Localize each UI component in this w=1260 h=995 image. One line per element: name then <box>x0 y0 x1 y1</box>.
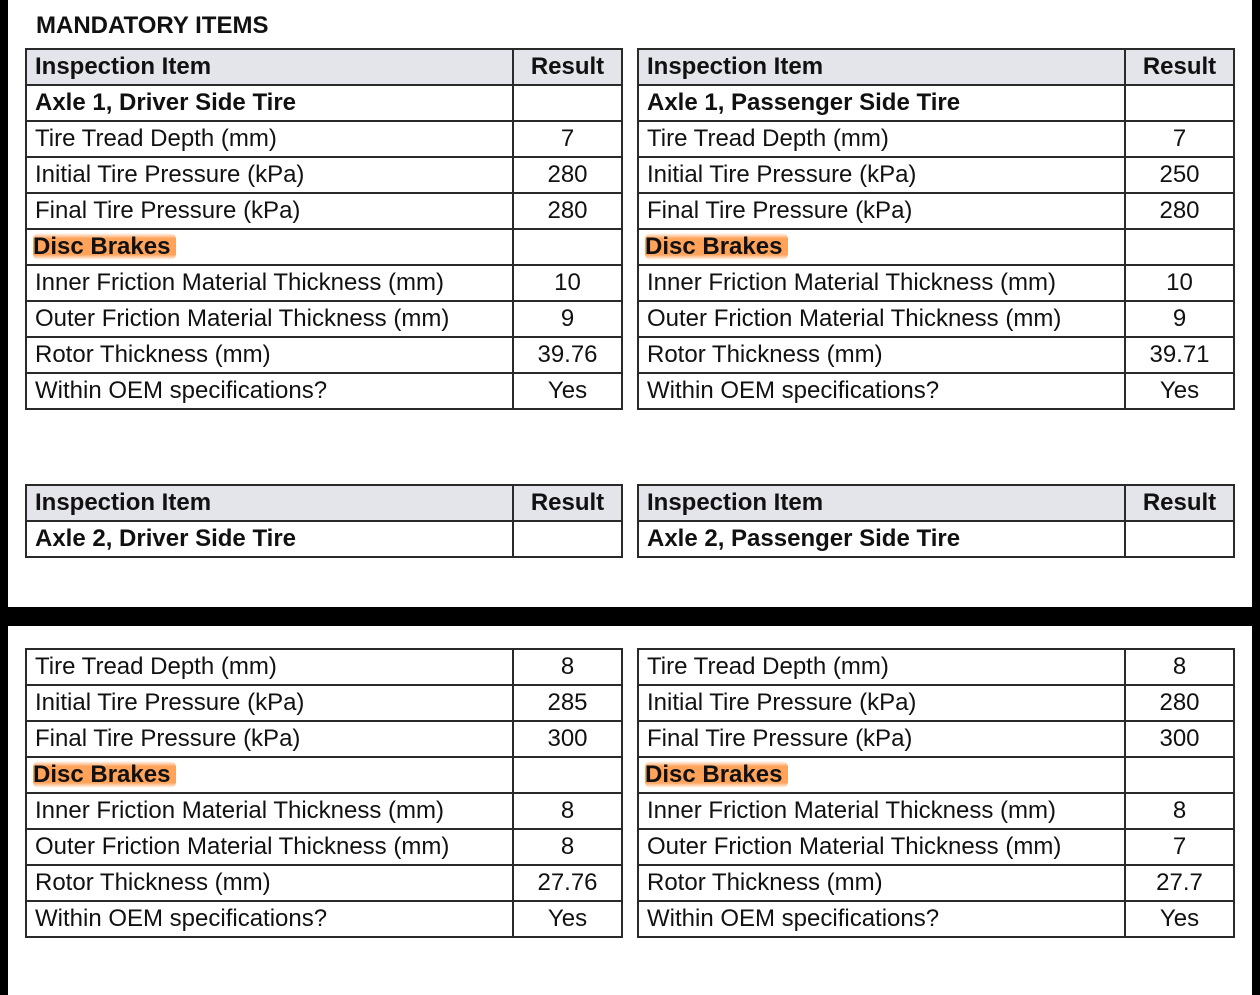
table-row <box>26 649 622 685</box>
row-value: Yes <box>513 901 622 937</box>
table-row <box>26 793 622 829</box>
table-row <box>638 649 1234 685</box>
row-value: 8 <box>513 829 622 865</box>
table-row <box>638 901 1234 937</box>
disc-brakes-highlight: Disc Brakes <box>645 761 788 788</box>
header-row <box>638 49 1234 85</box>
row-label: Within OEM specifications? <box>26 901 513 937</box>
header-row <box>26 485 622 521</box>
table-row <box>638 373 1234 409</box>
group-label: Axle 2, Passenger Side Tire <box>638 521 1125 557</box>
row-label: Outer Friction Material Thickness (mm) <box>638 301 1125 337</box>
row-value <box>1125 757 1234 793</box>
row-label: Inner Friction Material Thickness (mm) <box>638 793 1125 829</box>
row-label: Final Tire Pressure (kPa) <box>638 721 1125 757</box>
table-row <box>26 901 622 937</box>
row-value: 285 <box>513 685 622 721</box>
row-label: Outer Friction Material Thickness (mm) <box>26 829 513 865</box>
table-axle1-driver <box>25 48 623 410</box>
row-value: 39.71 <box>1125 337 1234 373</box>
table-row <box>638 721 1234 757</box>
subgroup-cell <box>638 757 1125 793</box>
table-row <box>26 829 622 865</box>
row-label: Final Tire Pressure (kPa) <box>26 193 513 229</box>
table-row <box>26 157 622 193</box>
row-value: Yes <box>513 373 622 409</box>
section-title: MANDATORY ITEMS <box>36 12 269 39</box>
table-row <box>638 829 1234 865</box>
row-value: 27.76 <box>513 865 622 901</box>
row-label: Initial Tire Pressure (kPa) <box>26 157 513 193</box>
row-value <box>513 757 622 793</box>
table-axle2-driver-header <box>25 484 623 558</box>
header-inspection-item: Inspection Item <box>638 49 1125 85</box>
row-value: 280 <box>513 193 622 229</box>
row-label: Within OEM specifications? <box>26 373 513 409</box>
row-value: 8 <box>1125 793 1234 829</box>
row-value: 300 <box>1125 721 1234 757</box>
disc-brakes-highlight: Disc Brakes <box>645 233 788 260</box>
group-row <box>638 521 1234 557</box>
subgroup-row <box>638 757 1234 793</box>
table-row <box>638 685 1234 721</box>
row-label: Tire Tread Depth (mm) <box>26 649 513 685</box>
row-label: Inner Friction Material Thickness (mm) <box>638 265 1125 301</box>
row-label: Initial Tire Pressure (kPa) <box>638 157 1125 193</box>
subgroup-cell <box>638 229 1125 265</box>
row-label: Within OEM specifications? <box>638 373 1125 409</box>
table-row <box>638 865 1234 901</box>
table-row <box>26 373 622 409</box>
row-value: 7 <box>1125 121 1234 157</box>
row-value: 7 <box>513 121 622 157</box>
subgroup-row <box>26 229 622 265</box>
header-result: Result <box>513 49 622 85</box>
row-label: Rotor Thickness (mm) <box>26 865 513 901</box>
row-label: Rotor Thickness (mm) <box>26 337 513 373</box>
row-value: 10 <box>1125 265 1234 301</box>
table-axle2-driver <box>25 648 623 938</box>
subgroup-row <box>638 229 1234 265</box>
table-row <box>26 685 622 721</box>
row-label: Tire Tread Depth (mm) <box>638 649 1125 685</box>
row-value: 300 <box>513 721 622 757</box>
table-row <box>638 121 1234 157</box>
header-inspection-item: Inspection Item <box>26 485 513 521</box>
table-row <box>638 301 1234 337</box>
row-value <box>513 229 622 265</box>
subgroup-cell <box>26 757 513 793</box>
table-row <box>26 337 622 373</box>
row-value: 7 <box>1125 829 1234 865</box>
subgroup-cell <box>26 229 513 265</box>
header-result: Result <box>513 485 622 521</box>
row-label: Inner Friction Material Thickness (mm) <box>26 265 513 301</box>
group-label: Axle 1, Passenger Side Tire <box>638 85 1125 121</box>
row-label: Tire Tread Depth (mm) <box>638 121 1125 157</box>
table-row <box>26 265 622 301</box>
table-row <box>26 121 622 157</box>
row-label: Rotor Thickness (mm) <box>638 337 1125 373</box>
row-value: 39.76 <box>513 337 622 373</box>
row-value <box>1125 229 1234 265</box>
row-value: 10 <box>513 265 622 301</box>
header-result: Result <box>1125 49 1234 85</box>
report-page-top <box>8 0 1252 607</box>
row-label: Initial Tire Pressure (kPa) <box>26 685 513 721</box>
disc-brakes-highlight: Disc Brakes <box>33 233 176 260</box>
group-label: Axle 1, Driver Side Tire <box>26 85 513 121</box>
table-row <box>638 193 1234 229</box>
report-page-bottom <box>8 626 1252 995</box>
row-value: 250 <box>1125 157 1234 193</box>
group-label: Axle 2, Driver Side Tire <box>26 521 513 557</box>
row-value: 280 <box>1125 193 1234 229</box>
row-value: 8 <box>513 649 622 685</box>
row-value: Yes <box>1125 901 1234 937</box>
header-row <box>26 49 622 85</box>
group-result <box>1125 521 1234 557</box>
row-value: 27.7 <box>1125 865 1234 901</box>
row-value: 8 <box>513 793 622 829</box>
group-row <box>638 85 1234 121</box>
row-value: Yes <box>1125 373 1234 409</box>
table-axle2-passenger <box>637 648 1235 938</box>
header-inspection-item: Inspection Item <box>638 485 1125 521</box>
row-label: Within OEM specifications? <box>638 901 1125 937</box>
table-row <box>26 865 622 901</box>
row-value: 8 <box>1125 649 1234 685</box>
table-row <box>638 337 1234 373</box>
row-label: Tire Tread Depth (mm) <box>26 121 513 157</box>
group-row <box>26 521 622 557</box>
row-label: Final Tire Pressure (kPa) <box>26 721 513 757</box>
table-row <box>26 721 622 757</box>
row-value: 280 <box>513 157 622 193</box>
group-result <box>1125 85 1234 121</box>
group-result <box>513 85 622 121</box>
table-row <box>638 265 1234 301</box>
table-axle2-passenger-header <box>637 484 1235 558</box>
table-axle1-passenger <box>637 48 1235 410</box>
disc-brakes-highlight: Disc Brakes <box>33 761 176 788</box>
row-label: Inner Friction Material Thickness (mm) <box>26 793 513 829</box>
row-value: 9 <box>513 301 622 337</box>
row-label: Rotor Thickness (mm) <box>638 865 1125 901</box>
row-value: 9 <box>1125 301 1234 337</box>
header-result: Result <box>1125 485 1234 521</box>
table-row <box>26 193 622 229</box>
header-row <box>638 485 1234 521</box>
row-label: Initial Tire Pressure (kPa) <box>638 685 1125 721</box>
subgroup-row <box>26 757 622 793</box>
table-row <box>26 301 622 337</box>
row-label: Final Tire Pressure (kPa) <box>638 193 1125 229</box>
table-row <box>638 157 1234 193</box>
header-inspection-item: Inspection Item <box>26 49 513 85</box>
row-value: 280 <box>1125 685 1234 721</box>
table-row <box>638 793 1234 829</box>
group-result <box>513 521 622 557</box>
row-label: Outer Friction Material Thickness (mm) <box>26 301 513 337</box>
group-row <box>26 85 622 121</box>
row-label: Outer Friction Material Thickness (mm) <box>638 829 1125 865</box>
